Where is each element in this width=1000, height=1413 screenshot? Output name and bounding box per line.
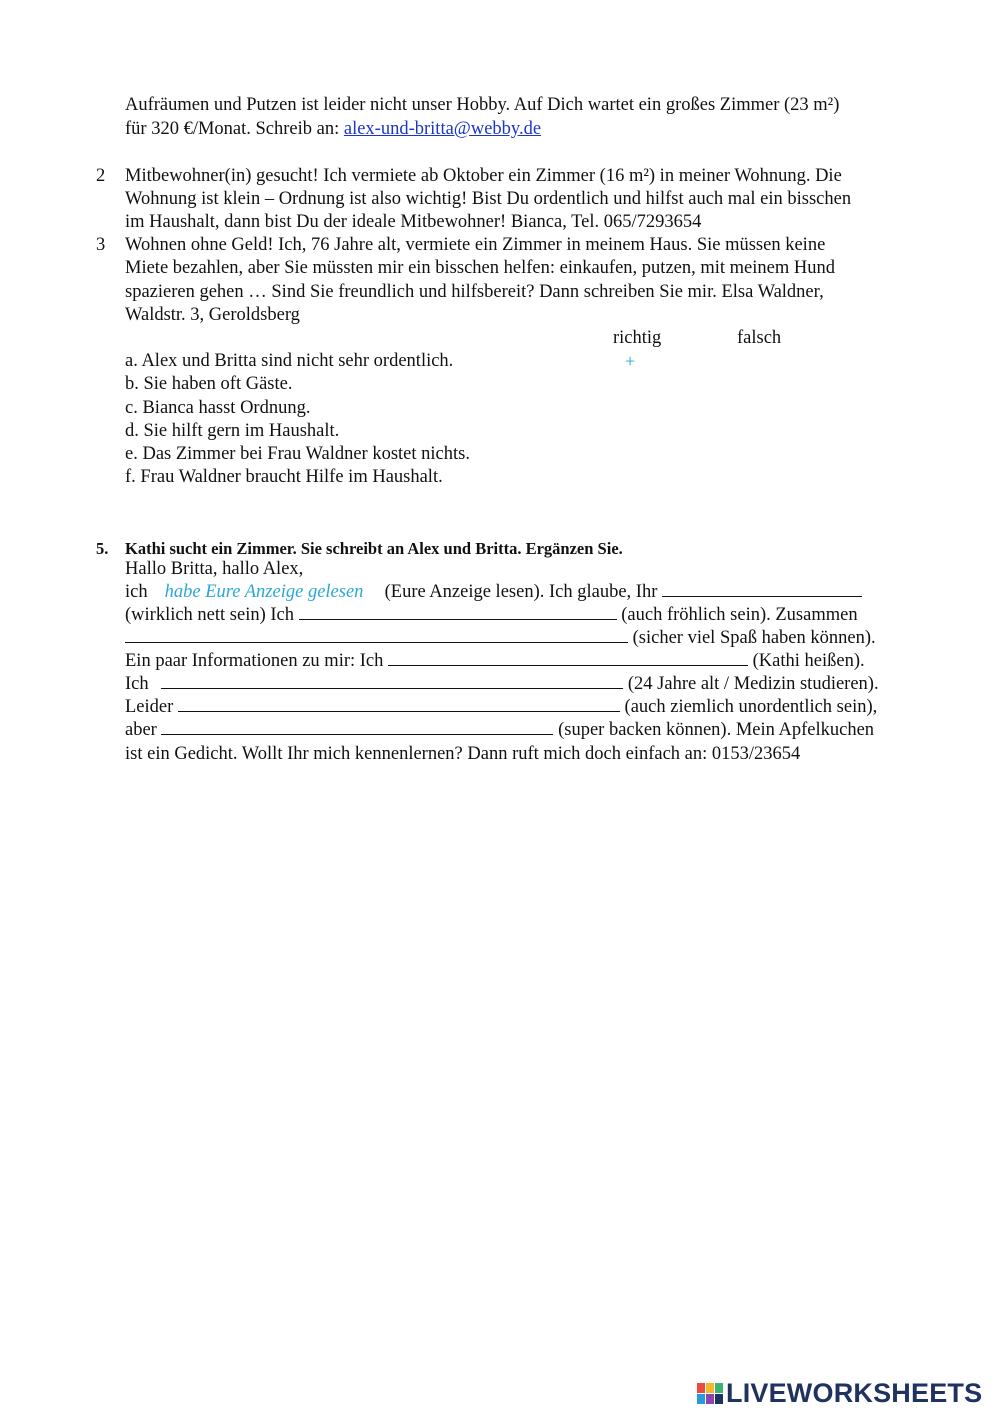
letter-line-1: [125, 581, 862, 604]
line-1-prefix: ich: [125, 582, 148, 602]
blank-input-8[interactable]: [161, 719, 553, 735]
line-5-hint: (24 Jahre alt / Medizin studieren).: [627, 674, 879, 694]
ad-3-line-2: Miete bezahlen, aber Sie müssten mir ein bisschen helfen: einkaufen, putzen, mit meinem Hund: [125, 258, 835, 278]
intro-line-2: [125, 118, 541, 141]
blank-input-6[interactable]: [161, 673, 623, 689]
logo-block: [697, 1383, 705, 1393]
statement-d: d. Sie hilft gern im Haushalt.: [125, 421, 340, 441]
letter-line-3: [125, 627, 876, 650]
exercise-5-title: Kathi sucht ein Zimmer. Sie schreibt an Alex und Britta. Ergänzen Sie.: [125, 539, 623, 558]
liveworksheets-logo: [697, 1378, 982, 1408]
header-falsch: falsch: [737, 328, 782, 348]
letter-line-8: ist ein Gedicht. Wollt Ihr mich kennenlernen? Dann ruft mich doch einfach an: 0153/23654: [125, 744, 801, 764]
answer-marker-a[interactable]: +: [625, 351, 636, 371]
exercise-5-number: 5.: [96, 539, 109, 558]
line-6-hint: (auch ziemlich unordentlich sein),: [624, 697, 878, 717]
line-2-hint: (auch fröhlich sein). Zusammen: [621, 605, 858, 625]
logo-block: [715, 1383, 723, 1393]
line-3-hint: (sicher viel Spaß haben können).: [632, 628, 876, 648]
statement-b: b. Sie haben oft Gäste.: [125, 374, 293, 394]
ad-3-line-1: Wohnen ohne Geld! Ich, 76 Jahre alt, vermiete ein Zimmer in meinem Haus. Sie müssen keine: [125, 235, 826, 255]
blank-input-4[interactable]: [125, 627, 628, 643]
header-richtig: richtig: [613, 328, 662, 348]
letter-line-4: [125, 650, 865, 673]
line-4-prefix: Ein paar Informationen zu mir: Ich: [125, 651, 384, 671]
line-4-hint: (Kathi heißen).: [752, 651, 865, 671]
line-5-prefix: Ich: [125, 674, 149, 694]
line-7-prefix: aber: [125, 720, 157, 740]
letter-line-7: [125, 719, 874, 742]
statement-c: c. Bianca hasst Ordnung.: [125, 398, 311, 418]
logo-block: [715, 1394, 723, 1404]
letter-greeting: Hallo Britta, hallo Alex,: [125, 559, 304, 579]
ad-2-line-2: Wohnung ist klein – Ordnung ist also wichtig! Bist Du ordentlich und hilfst auch mal ein bisschen: [125, 189, 852, 209]
ad-3-number: 3: [96, 235, 106, 255]
line-2-prefix: (wirklich nett sein) Ich: [125, 605, 295, 625]
ad-2-number: 2: [96, 166, 106, 186]
logo-block: [706, 1383, 714, 1393]
logo-block: [706, 1394, 714, 1404]
intro-line-2-prefix: für 320 €/Monat. Schreib an:: [125, 119, 344, 139]
letter-line-5: [125, 673, 879, 696]
logo-block: [697, 1394, 705, 1404]
blank-input-3[interactable]: [299, 604, 617, 620]
line-6-prefix: Leider: [125, 697, 174, 717]
ad-3-line-4: Waldstr. 3, Geroldsberg: [125, 305, 300, 325]
letter-line-2: [125, 604, 858, 627]
answer-input-1[interactable]: habe Eure Anzeige gelesen: [164, 582, 364, 602]
statement-a: a. Alex und Britta sind nicht sehr ordentlich.: [125, 351, 454, 371]
ad-2-line-3: im Haushalt, dann bist Du der ideale Mitbewohner! Bianca, Tel. 065/7293654: [125, 212, 702, 232]
blank-input-2[interactable]: [662, 581, 862, 597]
intro-line-1: Aufräumen und Putzen ist leider nicht unser Hobby. Auf Dich wartet ein großes Zimmer (23 m²): [125, 95, 840, 115]
ad-3-line-3: spazieren gehen … Sind Sie freundlich und hilfsbereit? Dann schreiben Sie mir. Elsa Waldner,: [125, 282, 824, 302]
blank-input-5[interactable]: [388, 650, 748, 666]
letter-line-6: [125, 696, 877, 719]
line-7-hint: (super backen können). Mein Apfelkuchen: [558, 720, 875, 740]
email-link[interactable]: alex-und-britta@webby.de: [343, 119, 542, 139]
line-1-hint: (Eure Anzeige lesen). Ich glaube, Ihr: [384, 582, 658, 602]
blank-input-7[interactable]: [178, 696, 620, 712]
logo-text: LIVEWORKSHEETS: [726, 1377, 983, 1408]
statement-e: e. Das Zimmer bei Frau Waldner kostet nichts.: [125, 444, 470, 464]
logo-mark-icon: [697, 1383, 723, 1404]
ad-2-line-1: Mitbewohner(in) gesucht! Ich vermiete ab Oktober ein Zimmer (16 m²) in meiner Wohnung. Die: [125, 166, 842, 186]
statement-f: f. Frau Waldner braucht Hilfe im Haushalt.: [125, 467, 443, 487]
